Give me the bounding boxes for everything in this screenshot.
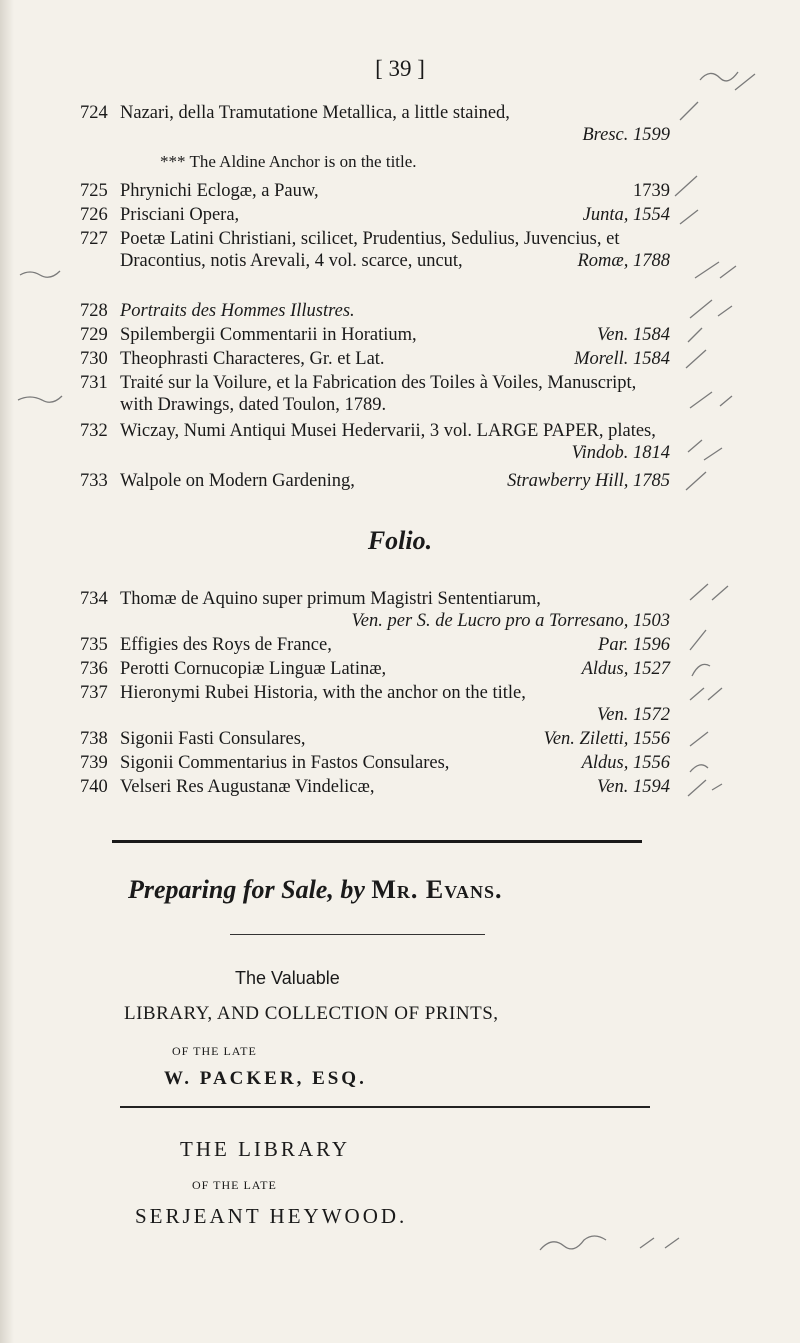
entry-imprint: Strawberry Hill, 1785	[507, 471, 670, 491]
entry-title: Phrynichi Eclogæ, a Pauw,	[120, 181, 319, 201]
pencil-mark	[540, 1236, 679, 1250]
entry-number: 732	[80, 421, 108, 441]
entry-imprint: Aldus, 1556	[581, 753, 670, 773]
folio-heading: Folio.	[367, 526, 433, 555]
entry-number: 735	[80, 635, 108, 655]
pencil-mark	[700, 72, 738, 81]
entry-title: Walpole on Modern Gardening,	[120, 471, 355, 491]
pencil-mark	[688, 440, 722, 460]
entry-imprint: Ven. 1584	[597, 325, 670, 345]
pencil-mark	[688, 780, 722, 796]
entry-imprint: Ven. 1572	[597, 705, 670, 725]
pencil-mark	[686, 350, 706, 368]
heywood-name: SERJEANT HEYWOOD.	[135, 1204, 408, 1228]
pencil-mark	[690, 630, 706, 650]
entry-imprint: Aldus, 1527	[581, 659, 670, 679]
of-the-late-2: OF THE LATE	[192, 1178, 277, 1192]
entry-imprint: Ven. per S. de Lucro pro a Torresano, 1503	[351, 611, 670, 631]
pencil-mark	[680, 210, 698, 224]
pencil-mark	[690, 584, 728, 600]
pencil-mark	[735, 74, 755, 90]
pencil-mark	[680, 102, 698, 120]
entry-title: Wiczay, Numi Antiqui Musei Hedervarii, 3 vol. LARGE PAPER, plates,	[120, 421, 656, 441]
pencil-mark	[695, 262, 736, 278]
entry-title: Traité sur la Voilure, et la Fabrication des Toiles à Voiles, Manuscript, with Drawings, dated Toulon, 1789.	[120, 373, 637, 415]
entry-number: 724	[80, 103, 108, 123]
entry-title: Velseri Res Augustanæ Vindelicæ,	[120, 777, 375, 797]
entry-number: 734	[80, 589, 108, 609]
entry-number: 725	[80, 181, 108, 201]
pencil-mark	[686, 472, 706, 490]
entry-imprint: Bresc. 1599	[582, 125, 670, 145]
entry-number: 740	[80, 777, 108, 797]
pencil-mark	[675, 176, 697, 196]
entry-imprint: Ven. 1594	[597, 777, 670, 797]
entry-number: 733	[80, 471, 108, 491]
the-valuable: The Valuable	[235, 968, 340, 988]
entry-number: 738	[80, 729, 108, 749]
pencil-mark	[688, 328, 702, 342]
of-the-late-1: OF THE LATE	[172, 1044, 257, 1058]
entry-title: Spilembergii Commentarii in Horatium,	[120, 325, 417, 345]
entry-title: Effigies des Roys de France,	[120, 635, 332, 655]
entry-imprint: Par. 1596	[598, 635, 670, 655]
pencil-mark	[690, 688, 722, 700]
pencil-mark	[692, 664, 710, 676]
entry-number: 730	[80, 349, 108, 369]
pencil-mark	[690, 300, 732, 318]
pencil-mark	[18, 396, 62, 402]
entry-title: Poetæ Latini Christiani, scilicet, Prudentius, Sedulius, Juvencius, et Dracontius, notis Arevali, 4 vol. scarce, uncut,	[120, 229, 620, 271]
entry-title: Theophrasti Characteres, Gr. et Lat.	[120, 349, 385, 369]
entry-number: 739	[80, 753, 108, 773]
aldine-note: *** The Aldine Anchor is on the title.	[160, 152, 417, 171]
pencil-mark	[690, 732, 708, 746]
entry-imprint: Vindob. 1814	[571, 443, 670, 463]
entry-number: 736	[80, 659, 108, 679]
entry-imprint: 1739	[633, 181, 670, 201]
entry-number: 728	[80, 301, 108, 321]
entry-number: 737	[80, 683, 108, 703]
entry-imprint: Romæ, 1788	[577, 251, 670, 271]
preparing-name: Mr. Evans.	[371, 875, 503, 904]
entry-title: Prisciani Opera,	[120, 205, 240, 225]
library-collection-line: LIBRARY, AND COLLECTION OF PRINTS,	[124, 1003, 499, 1024]
entry-title: Nazari, della Tramutatione Metallica, a little stained,	[120, 103, 510, 123]
packer-name: W. PACKER, ESQ.	[164, 1068, 367, 1089]
pencil-mark	[690, 765, 708, 772]
entry-title: Sigonii Commentarius in Fastos Consulares,	[120, 753, 450, 773]
entry-imprint: Ven. Ziletti, 1556	[543, 729, 670, 749]
pencil-mark	[690, 392, 732, 408]
the-library: THE LIBRARY	[180, 1137, 351, 1161]
entry-title: Portraits des Hommes Illustres.	[120, 301, 355, 321]
entry-number: 726	[80, 205, 108, 225]
entry-number: 727	[80, 229, 108, 249]
entry-number: 731	[80, 373, 108, 393]
entry-title: Sigonii Fasti Consulares,	[120, 729, 306, 749]
entry-number: 729	[80, 325, 108, 345]
pencil-mark	[20, 271, 60, 277]
entry-imprint: Morell. 1584	[574, 349, 670, 369]
entry-title: Perotti Cornucopiæ Linguæ Latinæ,	[120, 659, 387, 679]
entry-imprint: Junta, 1554	[582, 205, 670, 225]
entry-title: Hieronymi Rubei Historia, with the anchor on the title,	[120, 683, 526, 703]
entry-title: Thomæ de Aquino super primum Magistri Sententiarum,	[120, 589, 541, 609]
preparing-prefix: Preparing for Sale, by	[128, 875, 365, 904]
page-number-header: [ 39 ]	[375, 56, 425, 81]
